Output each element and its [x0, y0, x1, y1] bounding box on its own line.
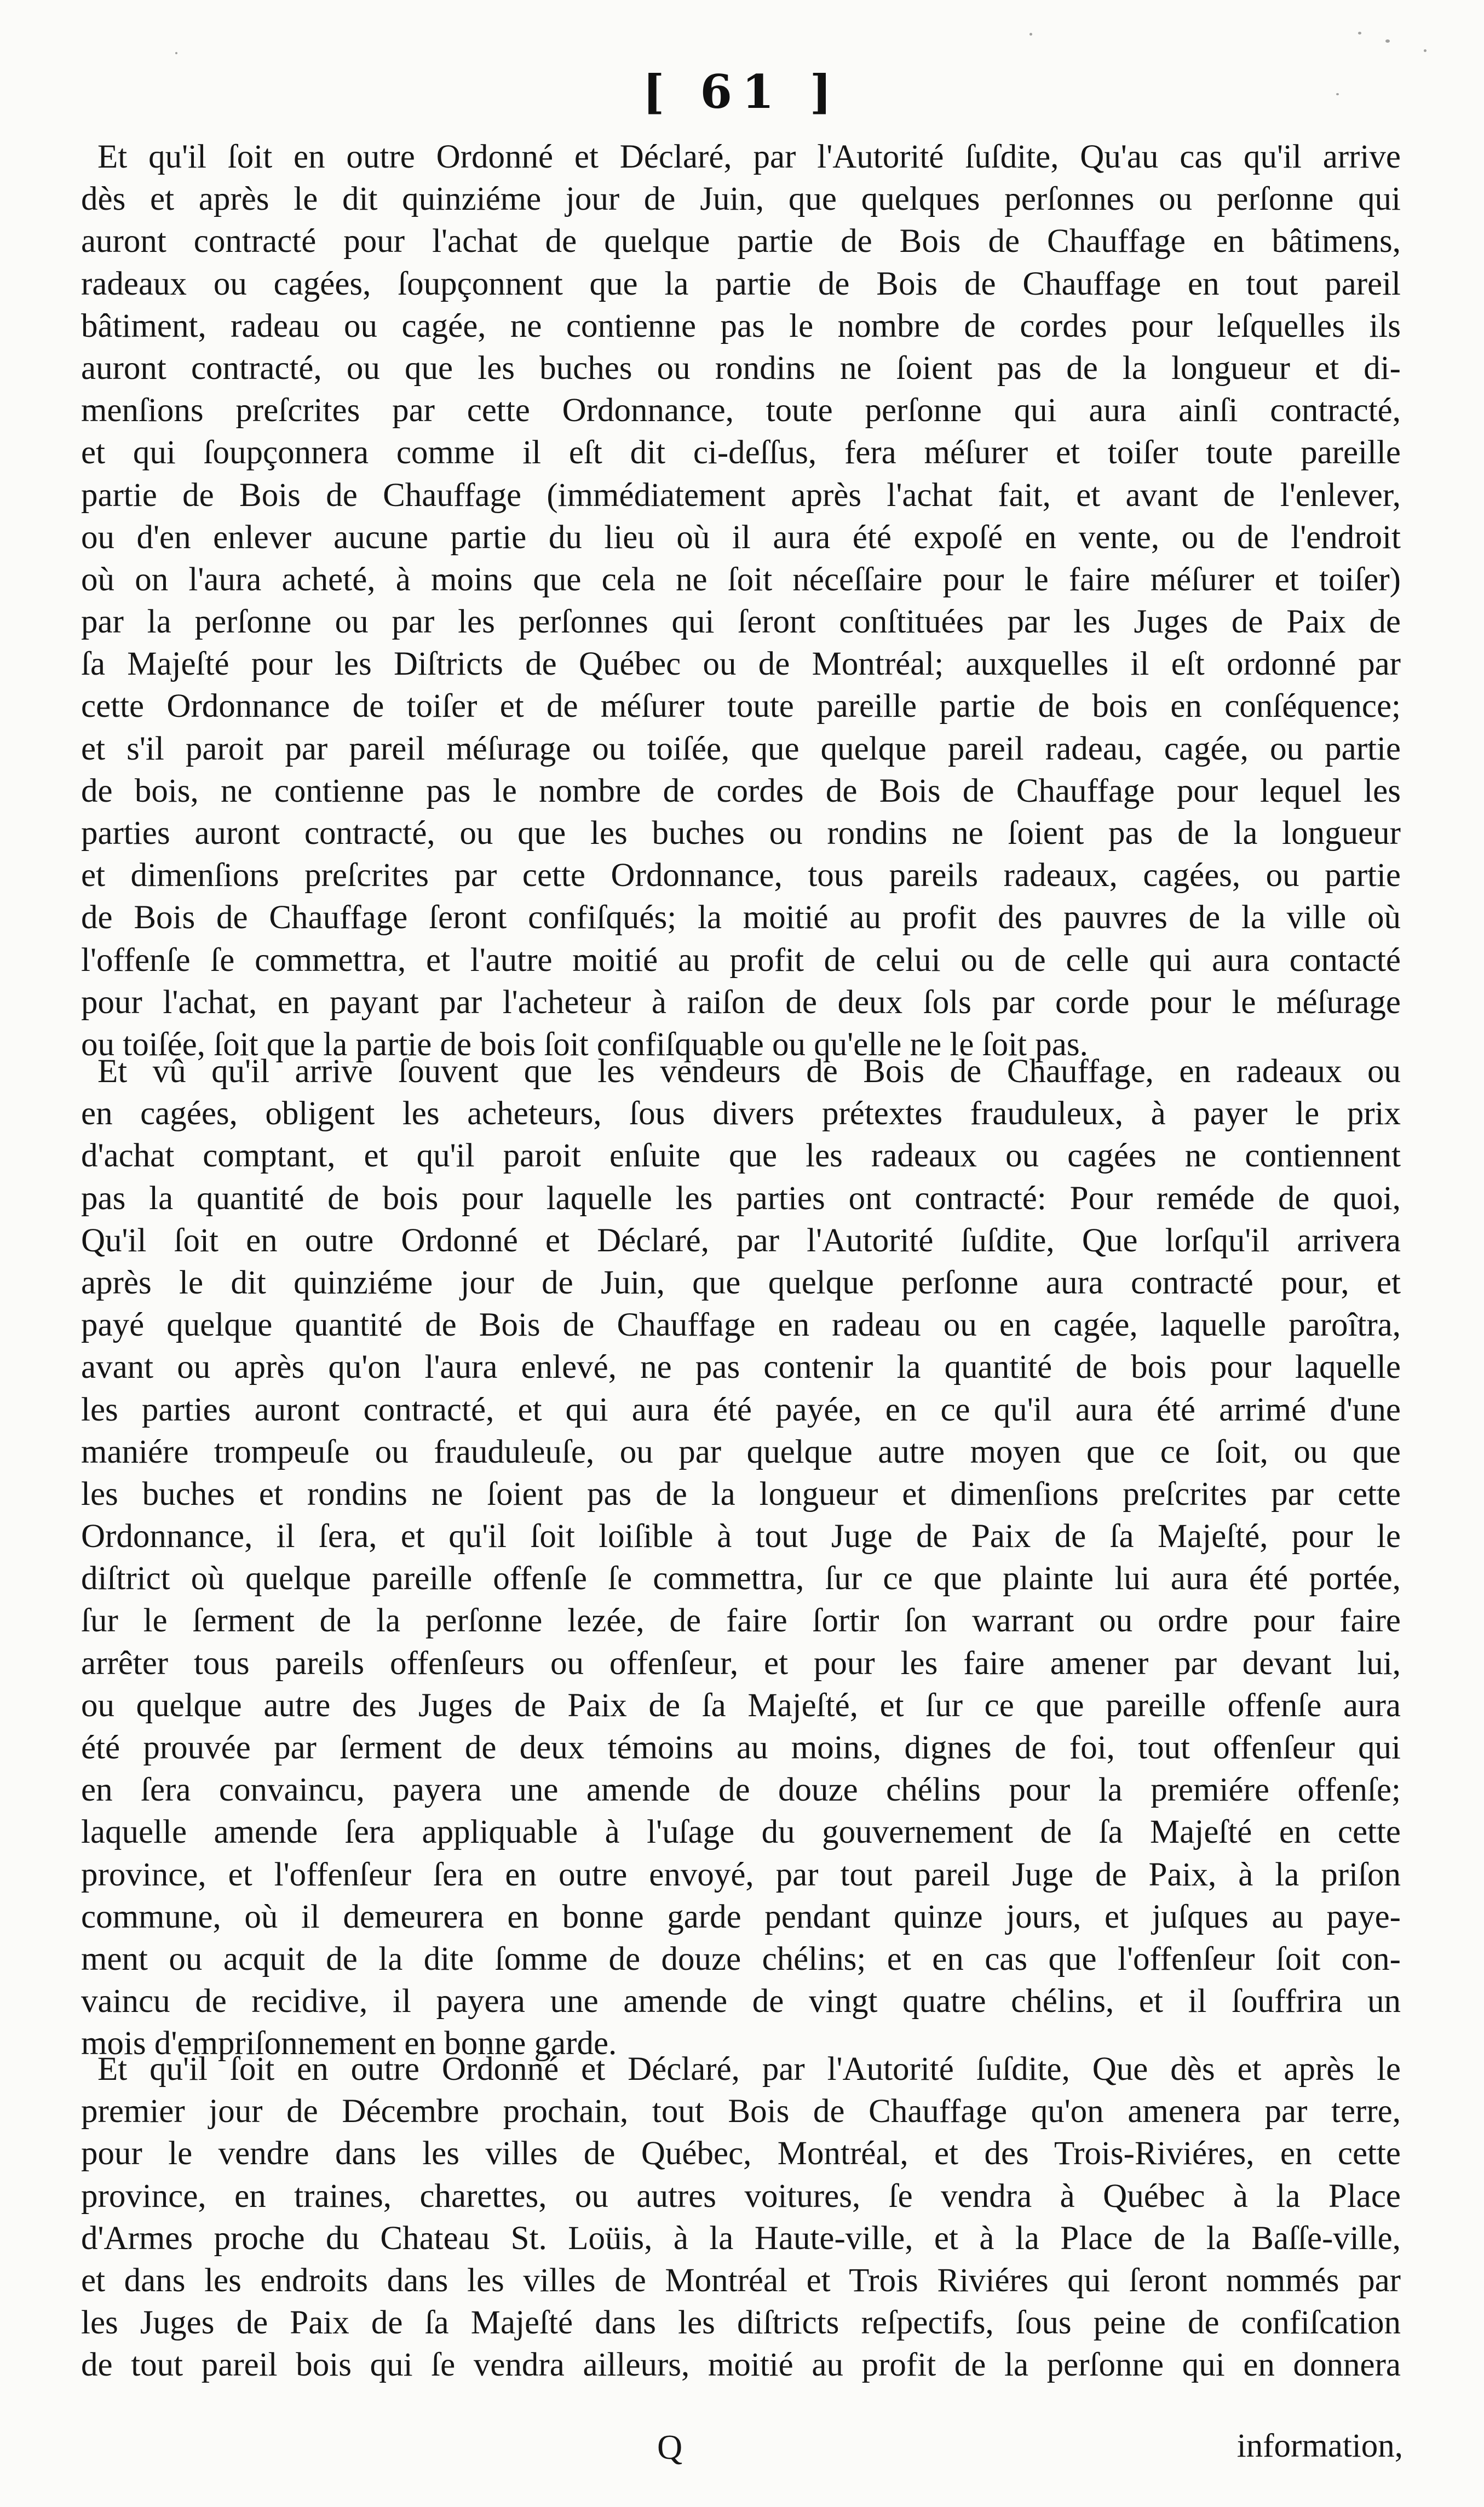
text-line: cette Ordonnance de toiſer et de méſurer toute pareille partie de bois en conſéquence; [81, 688, 1401, 725]
text-line: et qui ſoupçonnera comme il eſt dit ci-deſſus, fera méſurer et toiſer toute pareille [81, 434, 1401, 472]
scan-speck [1424, 49, 1427, 52]
text-line: ou d'en enlever aucune partie du lieu où il aura été expoſé en vente, ou de l'endroit [81, 519, 1401, 556]
text-line: commune, où il demeurera en bonne garde pendant quinze jours, et juſques au paye- [81, 1898, 1401, 1935]
text-line: laquelle amende ſera appliquable à l'uſage du gouvernement de ſa Majeſté en cette [81, 1814, 1401, 1851]
text-line: Qu'il ſoit en outre Ordonné et Déclaré, par l'Autorité ſuſdite, Que lorſqu'il arrivera [81, 1222, 1401, 1259]
paragraph-2 [81, 1050, 1401, 2065]
text-line: Et qu'il ſoit en outre Ordonné et Déclaré, par l'Autorité ſuſdite, Que dès et après le [97, 2051, 1401, 2088]
text-line: ou quelque autre des Juges de Paix de ſa Majeſté, et ſur ce que pareille offenſe aura [81, 1687, 1401, 1724]
text-line: menſions preſcrites par cette Ordonnance, toute perſonne qui aura ainſi contracté, [81, 392, 1401, 429]
scan-speck [1358, 32, 1361, 34]
scan-speck [1336, 93, 1339, 95]
text-line: arrêter tous pareils offenſeurs ou offenſeur, et pour les faire amener par devant lui, [81, 1645, 1401, 1682]
text-line: Et vû qu'il arrive ſouvent que les vendeurs de Bois de Chauffage, en radeaux ou [97, 1053, 1401, 1090]
text-line: les parties auront contracté, et qui aura été payée, en ce qu'il aura été arrimé d'une [81, 1391, 1401, 1428]
text-line: partie de Bois de Chauffage (immédiatement après l'achat fait, et avant de l'enlever, [81, 476, 1401, 514]
text-line: et dimenſions preſcrites par cette Ordonnance, tous pareils radeaux, cagées, ou partie [81, 857, 1401, 894]
text-line: et dans les endroits dans les villes de Montréal et Trois Riviéres qui ſeront nommés par [81, 2262, 1401, 2299]
text-line: auront contracté pour l'achat de quelque partie de Bois de Chauffage en bâtimens, [81, 223, 1401, 260]
text-line: Et qu'il ſoit en outre Ordonné et Déclaré, par l'Autorité ſuſdite, Qu'au cas qu'il arrive [97, 139, 1401, 175]
text-line: diſtrict où quelque pareille offenſe ſe commettra, ſur ce que plainte lui aura été portée, [81, 1560, 1401, 1597]
text-line: de Bois de Chauffage ſeront confiſqués; la moitié au profit des pauvres de la ville où [81, 899, 1401, 936]
text-line: Ordonnance, il ſera, et qu'il ſoit loiſible à tout Juge de Paix de ſa Majeſté, pour le [81, 1518, 1401, 1555]
page-number-header: [ 61 ] [642, 65, 842, 119]
text-line: pour le vendre dans les villes de Québec, Montréal, et des Trois-Riviéres, en cette [81, 2135, 1401, 2172]
catchword: information, [1236, 2428, 1403, 2464]
text-line: province, en traines, charettes, ou autres voitures, ſe vendra à Québec à la Place [81, 2177, 1401, 2215]
text-line: pas la quantité de bois pour laquelle les parties ont contracté: Pour reméde de quoi, [81, 1180, 1401, 1217]
text-line: mois d'empriſonnement en bonne garde. [81, 2025, 617, 2062]
text-line: radeaux ou cagées, ſoupçonnent que la partie de Bois de Chauffage en tout pareil [81, 265, 1401, 302]
text-line: vaincu de recidive, il payera une amende de vingt quatre chélins, et il ſouffrira un [81, 1983, 1401, 2020]
text-line: ſur le ſerment de la perſonne lezée, de faire ſortir ſon warrant ou ordre pour faire [81, 1602, 1401, 1640]
text-line: ſa Majeſté pour les Diſtricts de Québec ou de Montréal; auxquelles il eſt ordonné par [81, 646, 1401, 683]
text-line: parties auront contracté, ou que les buches ou rondins ne ſoient pas de la longueur [81, 815, 1401, 852]
text-line: les Juges de Paix de ſa Majeſté dans les diſtricts reſpectifs, ſous peine de confiſcation [81, 2304, 1401, 2342]
text-line: province, et l'offenſeur ſera en outre envoyé, par tout pareil Juge de Paix, à la priſon [81, 1856, 1401, 1893]
scan-speck [1385, 39, 1390, 43]
text-line: avant ou après qu'on l'aura enlevé, ne pas contenir la quantité de bois pour laquelle [81, 1349, 1401, 1386]
text-line: de bois, ne contienne pas le nombre de cordes de Bois de Chauffage pour lequel les [81, 772, 1401, 809]
signature-mark: Q [657, 2428, 683, 2466]
paragraph-3 [81, 2048, 1401, 2387]
text-line: maniére trompeuſe ou frauduleuſe, ou par quelque autre moyen que ce ſoit, ou que [81, 1433, 1401, 1470]
text-line: où on l'aura acheté, à moins que cela ne ſoit néceſſaire pour le faire méſurer et toiſer) [81, 561, 1401, 598]
text-line: et s'il paroit par pareil méſurage ou toiſée, que quelque pareil radeau, cagée, ou partie [81, 730, 1401, 767]
text-line: en ſera convaincu, payera une amende de douze chélins pour la premiére offenſe; [81, 1772, 1401, 1809]
text-line: premier jour de Décembre prochain, tout Bois de Chauffage qu'on amenera par terre, [81, 2093, 1401, 2130]
scan-speck [175, 52, 177, 54]
text-line: payé quelque quantité de Bois de Chauffage en radeau ou en cagée, laquelle paroîtra, [81, 1307, 1401, 1344]
text-line: été prouvée par ſerment de deux témoins au moins, dignes de foi, tout offenſeur qui [81, 1729, 1401, 1766]
text-line: ment ou acquit de la dite ſomme de douze chélins; et en cas que l'offenſeur ſoit con- [81, 1940, 1401, 1977]
text-line: en cagées, obligent les acheteurs, ſous divers prétextes frauduleux, à payer le prix [81, 1095, 1401, 1132]
text-line: les buches et rondins ne ſoient pas de la longueur et dimenſions preſcrites par cette [81, 1475, 1401, 1513]
text-line: de tout pareil bois qui ſe vendra ailleurs, moitié au profit de la perſonne qui en donnera [81, 2347, 1401, 2384]
text-line: dès et après le dit quinziéme jour de Juin, que quelques perſonnes ou perſonne qui [81, 181, 1401, 218]
text-line: ou toiſée, ſoit que la partie de bois ſoit confiſquable ou qu'elle ne le ſoit pas. [81, 1026, 1088, 1063]
text-line: d'achat comptant, et qu'il paroit enſuite que les radeaux ou cagées ne contiennent [81, 1137, 1401, 1175]
text-line: auront contracté, ou que les buches ou rondins ne ſoient pas de la longueur et di- [81, 349, 1401, 387]
text-line: l'offenſe ſe commettra, et l'autre moitié au profit de celui ou de celle qui aura contacté [81, 941, 1401, 979]
text-line: pour l'achat, en payant par l'acheteur à raiſon de deux ſols par corde pour le méſurage [81, 984, 1401, 1021]
scan-speck [1029, 33, 1032, 36]
text-line: par la perſonne ou par les perſonnes qui ſeront conſtituées par les Juges de Paix de [81, 603, 1401, 641]
text-line: bâtiment, radeau ou cagée, ne contienne pas le nombre de cordes pour leſquelles ils [81, 307, 1401, 344]
text-line: après le dit quinziéme jour de Juin, que quelque perſonne aura contracté pour, et [81, 1264, 1401, 1301]
text-line: d'Armes proche du Chateau St. Loüis, à la Haute-ville, et à la Place de la Baſſe-ville, [81, 2220, 1401, 2257]
paragraph-1 [81, 136, 1401, 1066]
